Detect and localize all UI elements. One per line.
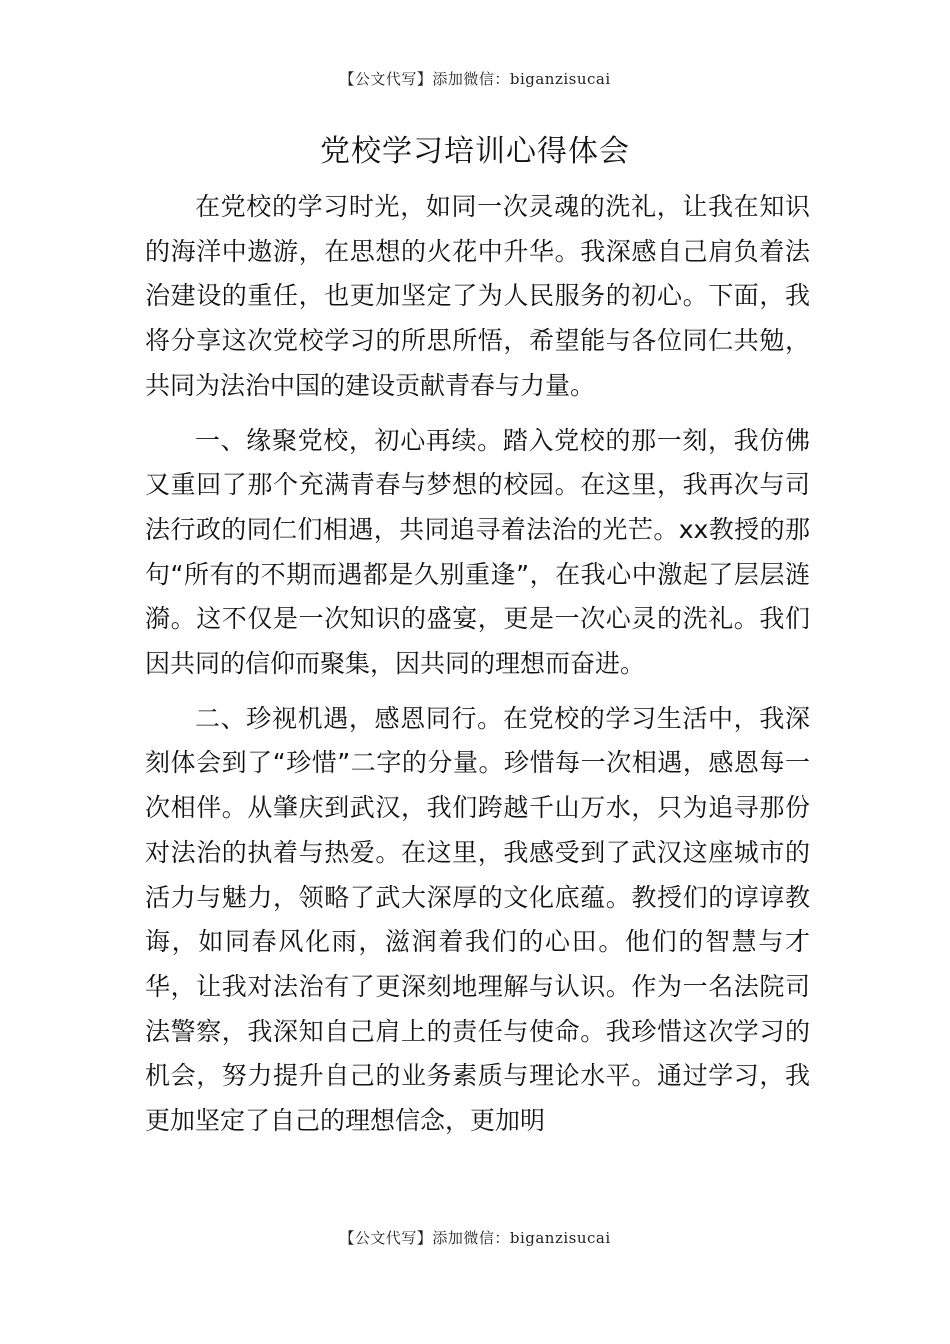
paragraph-section-1: 一、缘聚党校，初心再续。踏入党校的那一刻，我仿佛又重回了那个充满青春与梦想的校园。在这里，我再次与司法行政的同仁们相遇，共同追寻着法治的光芒。xx教授的那句“所有的不期而遇都是久别重逢”，在我心中激起了层层涟漪。这不仅是一次知识的盛宴，更是一次心灵的洗礼。我们因共同的信仰而聚集，因共同的理想而奋进。 xyxy=(145,425,810,679)
document-body xyxy=(145,185,810,1154)
footer-note: 【公文代写】添加微信：biganzisucai xyxy=(339,1229,611,1247)
paragraph-intro: 在党校的学习时光，如同一次灵魂的洗礼，让我在知识的海洋中遨游，在思想的火花中升华。我深感自己肩负着法治建设的重任，也更加坚定了为人民服务的初心。下面，我将分享这次党校学习的所思所悟，希望能与各位同仁共勉，共同为法治中国的建设贡献青春与力量。 xyxy=(145,192,810,400)
document-title: 党校学习培训心得体会 xyxy=(320,134,630,169)
header-note: 【公文代写】添加微信：biganzisucai xyxy=(339,70,611,88)
paragraph-section-2: 二、珍视机遇，感恩同行。在党校的学习生活中，我深刻体会到了“珍惜”二字的分量。珍惜每一次相遇，感恩每一次相伴。从肇庆到武汉，我们跨越千山万水，只为追寻那份对法治的执着与热爱。在这里，我感受到了武汉这座城市的活力与魅力，领略了武大深厚的文化底蕴。教授们的谆谆教诲，如同春风化雨，滋润着我们的心田。他们的智慧与才华，让我对法治有了更深刻地理解与认识。作为一名法院司法警察，我深知自己肩上的责任与使命。我珍惜这次学习的机会，努力提升自己的业务素质与理论水平。通过学习，我更加坚定了自己的理想信念，更加明 xyxy=(145,703,810,1136)
